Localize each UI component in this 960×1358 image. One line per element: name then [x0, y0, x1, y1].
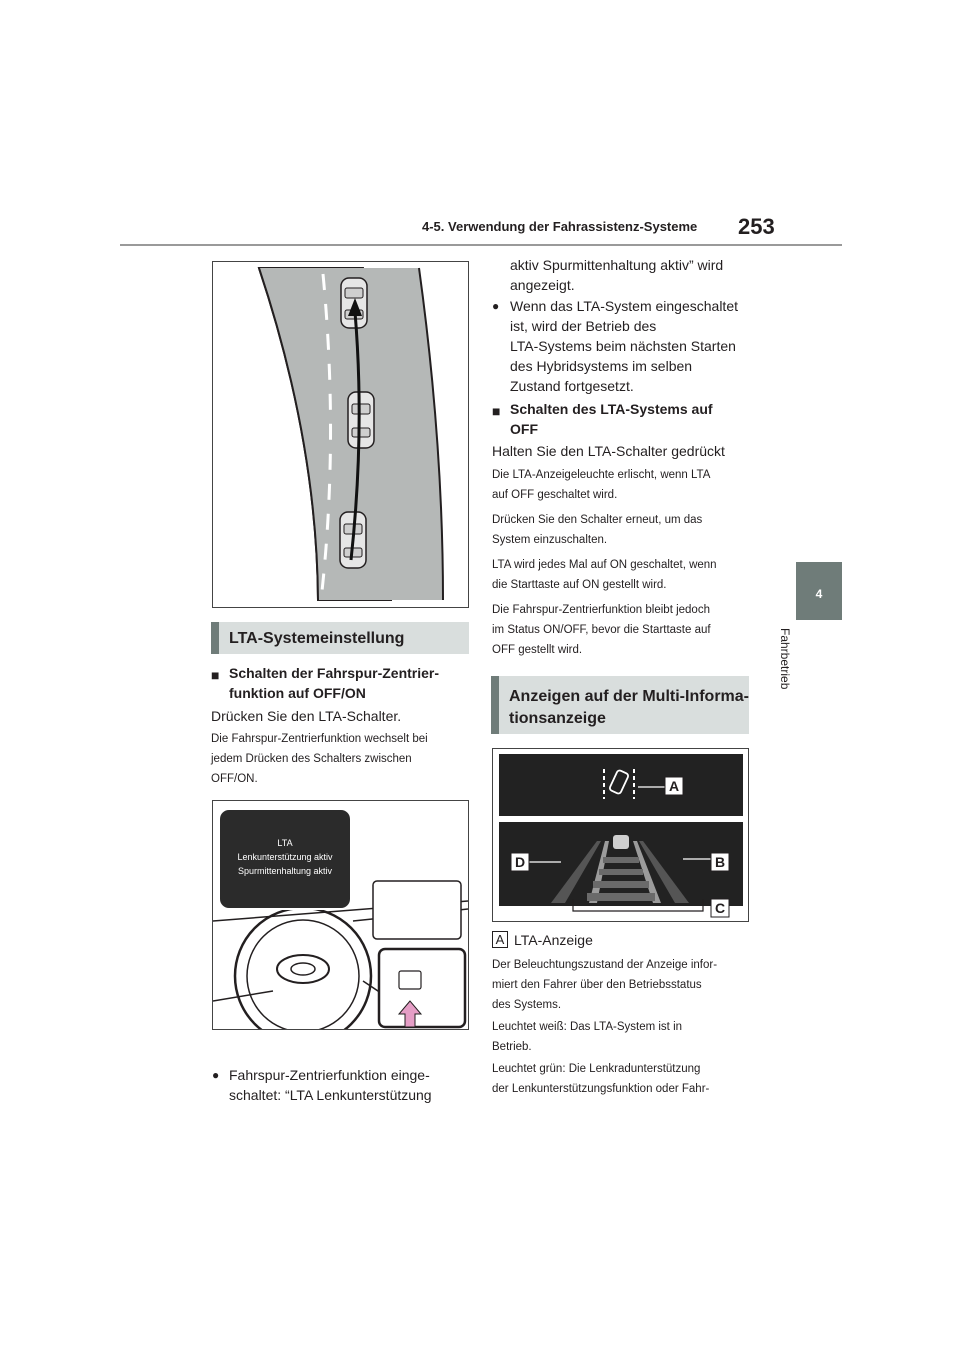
bullet-dot: ●: [212, 1068, 220, 1082]
callout-c: C: [714, 900, 726, 916]
section-heading-multi-info: Anzeigen auf der Multi-Informa- tionsanzeige: [491, 676, 749, 734]
note-lights-white: Leuchtet weiß: Das LTA-System ist in Betrieb.: [492, 1021, 683, 1053]
square-bullet: ■: [492, 403, 501, 419]
popup-line-spur: Spurmittenhaltung aktiv: [237, 866, 333, 876]
note-indicator-state: Der Beleuchtungszustand der Anzeige infor- miert den Fahrer über den Betriebsstatus des Systems.: [492, 959, 718, 1011]
chapter-label: [778, 628, 809, 708]
lane-centering-figure: [212, 261, 469, 608]
item-a-label: LTA-Anzeige: [514, 932, 593, 948]
note-indicator-off: Die LTA-Anzeigeleuchte erlischt, wenn LTA auf OFF geschaltet wird.: [492, 469, 711, 501]
callout-d: D: [514, 854, 526, 870]
bullet-system-persistence: Wenn das LTA-System eingeschaltet ist, wird der Betrieb des LTA-Systems beim nächsten Starten des Hybridsystems im selben Zustand fortgesetzt.: [510, 298, 738, 394]
callout-b: B: [714, 854, 726, 870]
chapter-title: Fahrbetrieb: [778, 628, 792, 690]
switch-zoom-panel: [379, 949, 465, 1027]
car-middle: [348, 392, 374, 448]
note-lights-green: Leuchtet grün: Die Lenkradunterstützung der Lenkunterstützungsfunktion oder Fahr-: [492, 1063, 710, 1095]
continuation-text: aktiv Spurmittenhaltung aktiv” wird angezeigt.: [510, 257, 724, 293]
steering-wheel: [235, 908, 371, 1029]
note-toggle: Die Fahrspur-Zentrierfunktion wechselt bei jedem Drücken des Schalters zwischen OFF/ON.: [211, 733, 428, 785]
note-status-kept: Die Fahrspur-Zentrierfunktion bleibt jedoch im Status ON/OFF, bevor die Starttaste auf OFF gestellt wird.: [492, 604, 711, 656]
instruction-hold-switch: Halten Sie den LTA-Schalter gedrückt: [492, 443, 725, 459]
display-upper: [499, 754, 743, 816]
note-press-again: Drücken Sie den Schalter erneut, um das System einzuschalten.: [492, 514, 703, 546]
dashboard-figure: [212, 800, 469, 1030]
heading-off-on: Schalten der Fahrspur-Zentrier- funktion auf OFF/ON: [229, 665, 440, 701]
page-number: 253: [738, 214, 775, 239]
note-lta-on: LTA wird jedes Mal auf ON geschaltet, wenn die Starttaste auf ON gestellt wird.: [492, 559, 717, 591]
bullet-lane-centering-on: Fahrspur-Zentrierfunktion einge- schaltet: “LTA Lenkunterstützung: [229, 1067, 432, 1103]
callout-a-label-box: A: [492, 931, 508, 948]
lta-switch: [399, 971, 421, 989]
popup-line-lenk: Lenkunterstützung aktiv: [237, 852, 333, 862]
callout-a: A: [668, 778, 680, 794]
heading-lta-off: Schalten des LTA-Systems auf OFF: [510, 401, 713, 437]
square-bullet: ■: [211, 667, 220, 683]
section-heading-lta-setting: LTA-Systemeinstellung: [211, 622, 469, 654]
center-screen: [373, 881, 461, 939]
multi-info-display-figure: [492, 748, 749, 922]
running-header-section: 4-5. Verwendung der Fahrassistenz-Systeme: [422, 219, 698, 234]
header-divider: [120, 244, 842, 246]
bullet-dot: ●: [492, 299, 500, 313]
instruction-press-switch: Drücken Sie den LTA-Schalter.: [211, 708, 402, 724]
chapter-tab[interactable]: 4: [796, 562, 842, 620]
popup-line-lta: LTA: [277, 838, 293, 848]
